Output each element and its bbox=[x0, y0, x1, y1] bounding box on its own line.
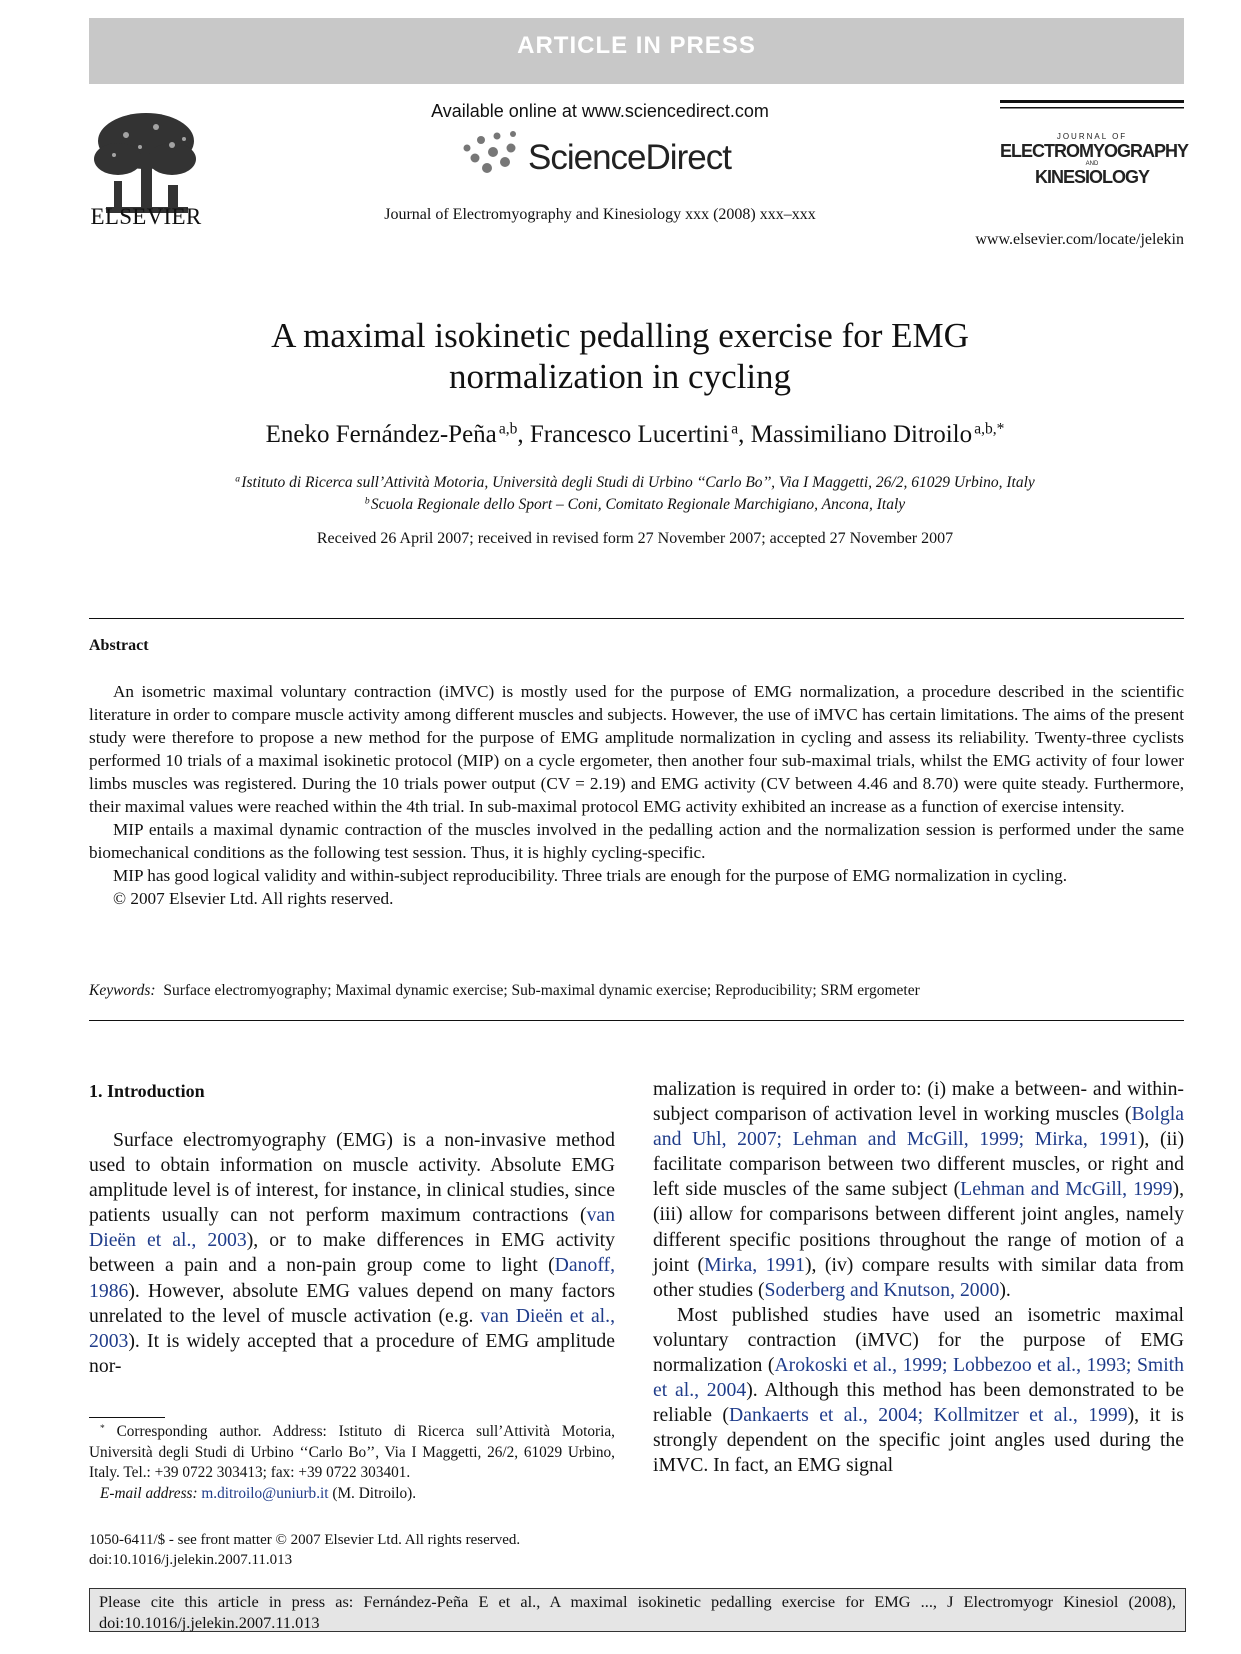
body-text: ), (ii) facilitate comparison between two different muscles, or right and left side muscles of the same subject ( bbox=[653, 1128, 1184, 1201]
footnote-rule bbox=[89, 1417, 165, 1418]
body-text: ), (iii) allow for comparisons between different joint angles, namely different specific positions throughout the range of motion of a joint ( bbox=[653, 1178, 1184, 1276]
abstract-paragraph: MIP entails a maximal dynamic contraction of the muscles involved in the pedalling action and the normalization session is performed under the same biomechanical conditions as the following test session. Thus, it is highly cycling-specific. bbox=[89, 820, 1184, 862]
reference-link[interactable]: Soderberg and Knutson, 2000 bbox=[764, 1278, 1000, 1301]
affiliation-b bbox=[100, 496, 1170, 514]
keywords-text: Surface electromyography; Maximal dynamic exercise; Sub-maximal dynamic exercise; Reproducibility; SRM ergometer bbox=[163, 982, 920, 999]
footnote-email-line bbox=[89, 1484, 615, 1505]
reference-link[interactable]: van Dieën et al., 2003 bbox=[89, 1204, 615, 1252]
abstract-paragraph: MIP has good logical validity and within-subject reproducibility. Three trials are enough for the purpose of EMG normalization in cycling. bbox=[113, 866, 1067, 885]
body-text: ). However, absolute EMG values depend on many factors unrelated to the level of muscle activation (e.g. bbox=[89, 1279, 615, 1327]
journal-logo-line1: ELECTROMYOGRAPHY bbox=[1000, 141, 1189, 161]
body-text: Surface electromyography (EMG) is a non-invasive method used to obtain information on muscle activity. Absolute EMG amplitude level is of interest, for instance, in clinical studies, since patients usually can not perform maximum contractions ( bbox=[89, 1129, 615, 1227]
divider-bottom bbox=[89, 1020, 1184, 1021]
body-text: ), it is strongly dependent on the specific joint angles used during the iMVC. In fact, an EMG signal bbox=[653, 1404, 1184, 1477]
body-text: Most published studies have used an isometric maximal voluntary contraction (iMVC) for the purpose of EMG normalization ( bbox=[653, 1303, 1184, 1377]
intro-paragraph bbox=[653, 1303, 1184, 1479]
doi-line: doi:10.1016/j.jelekin.2007.11.013 bbox=[89, 1552, 293, 1568]
keywords-label: Keywords: bbox=[89, 982, 156, 999]
keywords bbox=[89, 982, 1184, 1000]
email-suffix: (M. Ditroilo). bbox=[328, 1484, 417, 1502]
footnote-text: Corresponding author. Address: Istituto di Ricerca sull’Attività Motoria, Università degli Studi di Urbino ‘‘Carlo Bo’’, Via I Maggetti, 26/2, 61029 Urbino, Italy. Tel.: +39 0722 303413; fax: +39 0722 303401. bbox=[89, 1423, 615, 1481]
intro-paragraph bbox=[653, 1077, 1184, 1303]
journal-citation: Journal of Electromyography and Kinesiology xxx (2008) xxx–xxx bbox=[384, 206, 816, 223]
available-online-text: Available online at www.sciencedirect.com bbox=[431, 101, 769, 121]
journal-logo-rules bbox=[1000, 100, 1184, 112]
article-in-press-banner: ARTICLE IN PRESS bbox=[89, 18, 1184, 84]
body-text: ), (iv) compare results with similar data from other studies ( bbox=[653, 1253, 1184, 1301]
author-list: Eneko Fernández-Peña $^{a,b}$, Francesco Lucertini $^a$, Massimiliano Ditroilo $^{a,b,*}$ bbox=[265, 420, 1005, 448]
received-dates: Received 26 April 2007; received in revised form 27 November 2007; accepted 27 November 2007 bbox=[316, 530, 954, 547]
abstract-paragraph: An isometric maximal voluntary contraction (iMVC) is mostly used for the purpose of EMG normalization, a procedure described in the scientific literature in order to compare muscle activity among different muscles and subjects. However, the use of iMVC has certain limitations. The aims of the present study were therefore to propose a new method for the purpose of EMG amplitude normalization in cycling and assess its reliability. Twenty-three cyclists performed 10 trials of a maximal isokinetic protocol (MIP) on a cycle ergometer, then another four sub-maximal trials, whilst the EMG activity of four lower limbs muscles was registered. During the 10 trials power output (CV = 2.19) and EMG activity (CV between 4.46 and 8.70) were quite steady. Furthermore, their maximal values were reached within the 4th trial. In sub-maximal protocol EMG activity exhibited an increase as a function of exercise intensity. bbox=[89, 682, 1184, 816]
reference-link[interactable]: Bolgla and Uhl, 2007; Lehman and McGill, 1999; Mirka, 1991 bbox=[653, 1103, 1184, 1151]
affiliation-mark: b bbox=[364, 495, 370, 507]
affiliation-text: Scuola Regionale dello Sport – Coni, Comitato Regionale Marchigiano, Ancona, Italy bbox=[370, 496, 906, 513]
introduction-heading: 1. Introduction bbox=[89, 1081, 205, 1101]
issn-line: 1050-6411/$ - see front matter © 2007 Elsevier Ltd. All rights reserved. bbox=[89, 1532, 521, 1548]
copyright-notice: © 2007 Elsevier Ltd. All rights reserved. bbox=[113, 889, 394, 908]
footnote-mark: * bbox=[100, 1423, 105, 1434]
body-text: ), or to make differences in EMG activity between a pain and a non-pain group come to light ( bbox=[89, 1229, 615, 1277]
affiliation-text: Istituto di Ricerca sull’Attività Motoria, Università degli Studi di Urbino ‘‘Carlo Bo’’, Via I Maggetti, 26/2, 61029 Urbino, Italy bbox=[241, 474, 1035, 491]
footnote-paragraph bbox=[89, 1422, 615, 1484]
intro-right-column bbox=[653, 1077, 1184, 1479]
author-name: Massimiliano Ditroilo bbox=[750, 421, 973, 448]
intro-paragraph bbox=[89, 1128, 615, 1379]
body-text: ). Although this method has been demonstrated to be reliable ( bbox=[653, 1379, 1184, 1427]
body-text: ). It is widely accepted that a procedure of EMG amplitude nor- bbox=[89, 1329, 615, 1377]
journal-logo-and: AND bbox=[1085, 161, 1099, 167]
abstract-heading: Abstract bbox=[89, 637, 149, 654]
citation-box: Please cite this article in press as: Fernández-Peña E et al., A maximal isokinetic pedalling exercise for EMG ..., J Electromyogr Kinesiol (2008), doi:10.1016/j.jelekin.2007.11.013 bbox=[89, 1588, 1186, 1632]
front-matter-info bbox=[89, 1530, 649, 1570]
journal-logo bbox=[1000, 132, 1189, 187]
reference-link[interactable]: Lehman and McGill, 1999 bbox=[960, 1178, 1173, 1201]
journal-logo-journal-of: JOURNAL OF bbox=[1056, 132, 1128, 141]
intro-left-column bbox=[89, 1128, 615, 1379]
sciencedirect-wordmark: ScienceDirect bbox=[528, 138, 731, 177]
elsevier-wordmark: ELSEVIER bbox=[90, 204, 202, 229]
title-line-1: A maximal isokinetic pedalling exercise for EMG bbox=[271, 316, 969, 355]
journal-url[interactable]: www.elsevier.com/locate/jelekin bbox=[975, 231, 1184, 248]
reference-link[interactable]: Dankaerts et al., 2004; Kollmitzer et al., 1999 bbox=[728, 1404, 1128, 1427]
email-label: E-mail address: bbox=[100, 1484, 198, 1502]
author-name: Francesco Lucertini bbox=[529, 421, 730, 448]
article-title bbox=[150, 315, 1090, 397]
body-text: ). bbox=[999, 1278, 1011, 1301]
title-line-2: normalization in cycling bbox=[448, 357, 792, 396]
affiliation-a bbox=[100, 474, 1170, 492]
reference-link[interactable]: Mirka, 1991 bbox=[704, 1253, 805, 1276]
reference-link[interactable]: Danoff, 1986 bbox=[89, 1254, 615, 1302]
reference-link[interactable]: Arokoski et al., 1999; Lobbezoo et al., 1993; Smith et al., 2004 bbox=[653, 1354, 1184, 1402]
email-link[interactable]: m.ditroilo@uniurb.it bbox=[201, 1484, 329, 1502]
author-affiliation-mark: a bbox=[731, 420, 739, 438]
author-affiliation-mark: a,b,* bbox=[974, 420, 1005, 438]
reference-link[interactable]: van Dieën et al., 2003 bbox=[89, 1304, 615, 1352]
corresponding-author-footnote bbox=[89, 1422, 615, 1504]
body-text: malization is required in order to: (i) make a between- and within-subject comparison of activation level in working muscles ( bbox=[653, 1078, 1184, 1126]
journal-logo-line2: KINESIOLOGY bbox=[1034, 167, 1149, 187]
author-affiliation-mark: a,b bbox=[498, 420, 518, 438]
abstract-body bbox=[89, 680, 1184, 910]
divider-top bbox=[89, 618, 1184, 619]
author-name: Eneko Fernández-Peña bbox=[265, 421, 497, 448]
affiliation-mark: a bbox=[235, 473, 241, 485]
